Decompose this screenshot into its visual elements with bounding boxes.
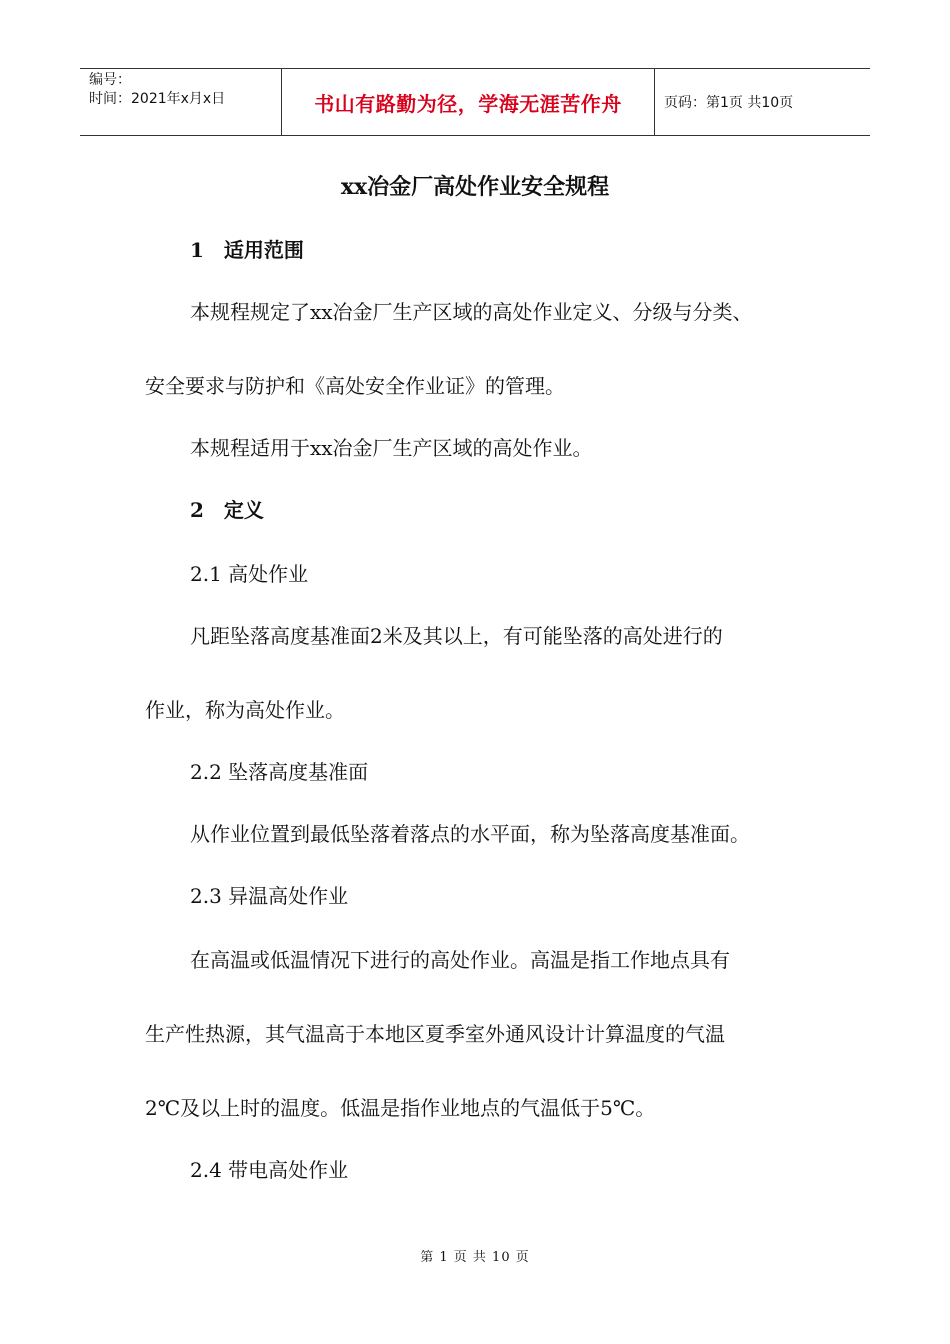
header-meta [80,69,282,135]
page-footer: 第 1 页 共 10 页 [420,1250,530,1265]
page-header [80,68,870,136]
paragraph-line: 凡距坠落高度基准面2米及其以上，有可能坠落的高处进行的 [190,624,723,648]
paragraph-line: 从作业位置到最低坠落着落点的水平面，称为坠落高度基准面。 [190,822,750,846]
subsection-heading: 2.1 高处作业 [190,562,309,586]
subsection-heading: 2.4 带电高处作业 [190,1158,349,1182]
paragraph-line: 在高温或低温情况下进行的高处作业。高温是指工作地点具有 [190,948,730,972]
document-title: xx冶金厂高处作业安全规程 [340,174,610,200]
time-label: 时间：2021年x月x日 [89,91,226,107]
number-label: 编号： [89,72,131,88]
paragraph-line: 生产性热源，其气温高于本地区夏季室外通风设计计算温度的气温 [145,1022,725,1046]
paragraph-line: 作业，称为高处作业。 [145,698,345,722]
subsection-heading: 2.3 异温高处作业 [190,884,349,908]
paragraph-line: 本规程适用于xx冶金厂生产区域的高处作业。 [190,436,593,460]
section-heading-definitions: 2 定义 [190,498,264,522]
header-motto: 书山有路勤为径，学海无涯苦作舟 [282,69,655,135]
subsection-heading: 2.2 坠落高度基准面 [190,760,369,784]
section-heading-scope: 1 适用范围 [190,238,304,262]
paragraph-line: 2℃及以上时的温度。低温是指作业地点的气温低于5℃。 [145,1096,656,1120]
paragraph-line: 安全要求与防护和《高处安全作业证》的管理。 [145,374,565,398]
paragraph-line: 本规程规定了xx冶金厂生产区域的高处作业定义、分级与分类、 [190,300,753,324]
header-page-info: 页码：第1页 共10页 [664,95,794,111]
